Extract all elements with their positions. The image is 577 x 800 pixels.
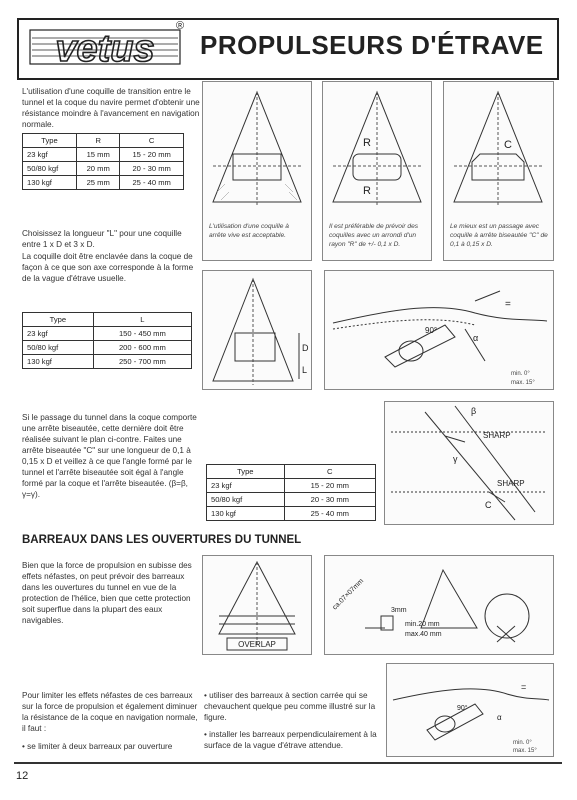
label-alpha: α <box>473 333 479 343</box>
table-cell: 130 kgf <box>23 176 77 190</box>
diagram-length <box>202 270 312 390</box>
table-row <box>207 479 376 493</box>
length-paragraph-1: Choisissez la longueur "L" pour une coquille entre 1 x D et 3 x D. <box>22 229 182 249</box>
table-cell: 200 - 600 mm <box>93 341 191 355</box>
label-alpha-2: α <box>497 713 502 722</box>
label-overlap: OVERLAP <box>238 640 276 649</box>
bullet-item-1: • se limiter à deux barreaux par ouverture <box>22 742 173 751</box>
bars-paragraph: Bien que la force de propulsion en subisse des effets néfastes, on peut prévoir des barreaux dans les ouvertures du tunnel en vue de la protection de l'hélice, bien que cette protection soit superflue dans la plupart des eaux navigables. <box>22 561 192 625</box>
label-l: L <box>302 365 308 375</box>
table-row <box>207 507 376 521</box>
table-cell: 25 - 40 mm <box>284 507 375 521</box>
wave-angle-diagram <box>325 271 553 389</box>
section-title-bars: BARREAUX DANS LES OUVERTURES DU TUNNEL <box>22 534 302 546</box>
label-d: D <box>302 343 309 353</box>
table-row <box>207 493 376 507</box>
table-cell: 23 kgf <box>23 148 77 162</box>
table-row <box>23 355 192 369</box>
table-header: Type <box>23 313 94 327</box>
length-paragraph-2: La coquille doit être enclavée dans la coque de façon à ce que son axe corresponde à la forme de la vague d'étrave usuelle. <box>22 252 194 283</box>
bullet-item-2: • utiliser des barreaux à section carrée qui se chevauchent quelque peu comme illustré sur la figure. <box>204 691 376 722</box>
table-row <box>23 327 192 341</box>
table-row <box>23 148 184 162</box>
diagram-bevelled-edge <box>443 81 554 261</box>
bevel-paragraph: Si le passage du tunnel dans la coque comporte une arrête biseautée, cette dernière doit être réalisée suivant le plan ci-contre. Faites une arrête biseautée "C" sur une longueur de 0,1 à 0,15 x D et veillez à ce que l'angle formé par le tunnel et l'arrête biseautée soit égal à l'angle formé par la coque et l'arrête biseautée. (β=β, γ=γ). <box>22 413 197 499</box>
diagram-rounded-edge <box>322 81 432 261</box>
diagram-sharp-bevel <box>384 401 554 525</box>
table-type-l <box>22 312 192 369</box>
diagram-sharp-edge <box>202 81 312 261</box>
diagram-wave-angle-2 <box>386 663 554 757</box>
table-row <box>23 341 192 355</box>
diagram-bar-dimensions <box>324 555 554 655</box>
table-header: R <box>77 134 120 148</box>
label-r-bottom: R <box>363 185 371 197</box>
page-number: 12 <box>16 770 29 782</box>
bullet-text-2: utiliser des barreaux à section carrée qui se chevauchent quelque peu comme illustré sur la figure. <box>204 691 376 722</box>
label-equals-2: = <box>521 682 527 692</box>
label-c-bevel: C <box>485 500 492 510</box>
table-cell: 50/80 kgf <box>207 493 285 507</box>
table-row <box>23 176 184 190</box>
table-cell: 15 - 20 mm <box>284 479 375 493</box>
label-r-top: R <box>363 137 371 149</box>
brand-text: vetus <box>55 28 155 70</box>
table-cell: 23 kgf <box>207 479 285 493</box>
diagram-wave-angle <box>324 270 554 390</box>
label-max: max. 15° <box>511 380 535 386</box>
intro-paragraph: L'utilisation d'une coquille de transition entre le tunnel et la coque du navire permet d'obtenir une résistance moindre à l'avancement en navigation normale. <box>22 87 200 129</box>
wave-angle-diagram-2 <box>387 664 553 756</box>
label-gamma: γ <box>453 454 458 464</box>
table-cell: 130 kgf <box>23 355 94 369</box>
label-90deg: 90° <box>425 326 438 335</box>
table-cell: 250 - 700 mm <box>93 355 191 369</box>
diagram-overlap <box>202 555 312 655</box>
bullet-text-3: installer les barreaux perpendiculairement à la surface de la vague d'étrave attendue. <box>204 730 377 750</box>
table-cell: 23 kgf <box>23 327 94 341</box>
bullet-text-1: se limiter à deux barreaux par ouverture <box>27 742 173 751</box>
table-cell: 50/80 kgf <box>23 162 77 176</box>
table-cell: 25 mm <box>77 176 120 190</box>
tunnel-diagram-2 <box>323 82 431 212</box>
table-row <box>23 162 184 176</box>
label-3mm: 3mm <box>391 607 407 614</box>
table-header: C <box>284 465 375 479</box>
label-rod-size: ca.07×07mm <box>331 577 366 612</box>
bottom-paragraph: Pour limiter les effets néfastes de ces barreaux sur la force de propulsion et également diminuer la résistance de la coque en navigation normale, il faut : <box>22 691 198 733</box>
label-max-40: max.40 mm <box>405 631 442 638</box>
vetus-logo <box>28 24 188 70</box>
label-min: min. 0° <box>511 371 530 377</box>
label-sharp-1: SHARP <box>483 431 511 440</box>
table-header: L <box>93 313 191 327</box>
length-diagram <box>203 271 311 389</box>
caption-3: Le mieux est un passage avec coquille à arrête biseautée "C" de 0,1 à 0,15 x D. <box>450 223 548 248</box>
label-min-2: min. 0° <box>513 740 532 746</box>
label-equals: = <box>505 299 511 310</box>
page-title: PROPULSEURS D'ÉTRAVE <box>200 30 544 60</box>
table-cell: 15 mm <box>77 148 120 162</box>
table-cell: 20 - 30 mm <box>284 493 375 507</box>
table-cell: 130 kgf <box>207 507 285 521</box>
label-max-2: max. 15° <box>513 748 537 754</box>
footer-rule <box>14 762 562 764</box>
caption-1: L'utilisation d'une coquille à arrête vive est acceptable. <box>209 223 289 239</box>
table-header: C <box>120 134 184 148</box>
table-cell: 150 - 450 mm <box>93 327 191 341</box>
bar-dimensions-diagram <box>325 556 553 654</box>
overlap-diagram <box>203 556 311 654</box>
label-min-20: min.20 mm <box>405 621 440 628</box>
table-header: Type <box>207 465 285 479</box>
table-type-c <box>206 464 376 521</box>
table-cell: 20 - 30 mm <box>120 162 184 176</box>
table-cell: 50/80 kgf <box>23 341 94 355</box>
table-cell: 15 - 20 mm <box>120 148 184 162</box>
tunnel-diagram-3 <box>444 82 552 212</box>
bullet-item-3: • installer les barreaux perpendiculairement à la surface de la vague d'étrave attendue. <box>204 730 377 750</box>
table-type-r-c <box>22 133 184 190</box>
table-cell: 25 - 40 mm <box>120 176 184 190</box>
caption-2: Il est préférable de prévoir des coquilles avec un arrondi d'un rayon "R" de +/- 0,1 x D. <box>329 223 419 248</box>
label-beta: β <box>471 406 477 416</box>
tunnel-diagram-1 <box>203 82 311 212</box>
registered-mark: ® <box>176 20 185 32</box>
label-c: C <box>504 139 512 151</box>
sharp-bevel-diagram <box>385 402 553 524</box>
label-sharp-2: SHARP <box>497 479 525 488</box>
label-90deg-2: 90° <box>457 705 468 712</box>
table-cell: 20 mm <box>77 162 120 176</box>
table-header: Type <box>23 134 77 148</box>
